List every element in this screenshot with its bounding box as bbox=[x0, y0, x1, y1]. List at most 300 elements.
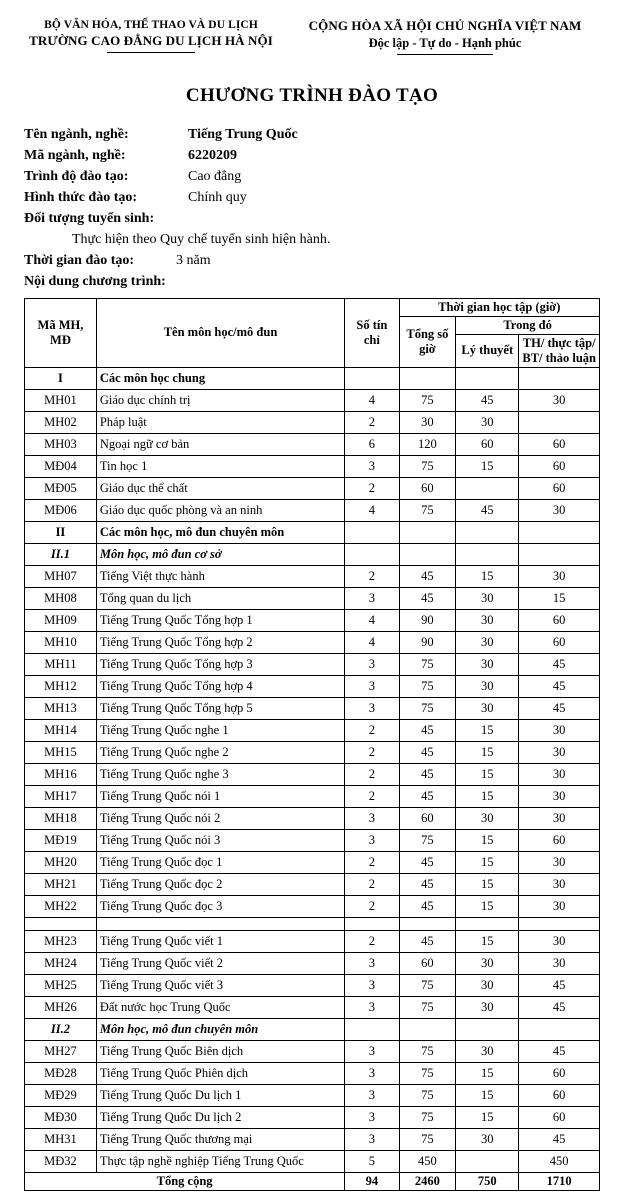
cell-credits: 2 bbox=[345, 930, 399, 952]
table-row bbox=[25, 587, 600, 609]
cell-theory: 15 bbox=[456, 851, 519, 873]
field-name-label: Tên ngành, nghề: bbox=[24, 126, 129, 142]
cell-total: 90 bbox=[399, 631, 456, 653]
cell-name: Tiếng Trung Quốc thương mại bbox=[96, 1128, 344, 1150]
cell-total: 75 bbox=[399, 675, 456, 697]
table-row bbox=[25, 543, 600, 565]
table-row bbox=[25, 389, 600, 411]
cell-practice: 30 bbox=[519, 895, 600, 917]
cell-name: Giáo dục thể chất bbox=[96, 477, 344, 499]
cell-name: Các môn học chung bbox=[96, 367, 344, 389]
cell-code: MH31 bbox=[25, 1128, 97, 1150]
cell-practice: 60 bbox=[519, 455, 600, 477]
cell-code: MH24 bbox=[25, 952, 97, 974]
cell-total: 30 bbox=[399, 411, 456, 433]
cell-practice: 45 bbox=[519, 1040, 600, 1062]
header-code: Mã MH, MĐ bbox=[25, 298, 97, 367]
cell-total: 75 bbox=[399, 653, 456, 675]
cell-practice: 60 bbox=[519, 433, 600, 455]
cell-theory: 15 bbox=[456, 741, 519, 763]
cell-theory: 15 bbox=[456, 785, 519, 807]
cell-practice bbox=[519, 367, 600, 389]
cell-total bbox=[399, 917, 456, 930]
cell-code: MĐ28 bbox=[25, 1062, 97, 1084]
cell-theory: 15 bbox=[456, 763, 519, 785]
cell-total: 75 bbox=[399, 1062, 456, 1084]
cell-credits: 2 bbox=[345, 741, 399, 763]
cell-name: Tiếng Trung Quốc nghe 2 bbox=[96, 741, 344, 763]
cell-total bbox=[399, 543, 456, 565]
cell-name: Tiếng Trung Quốc đọc 1 bbox=[96, 851, 344, 873]
cell-name: Tiếng Trung Quốc Tổng hợp 2 bbox=[96, 631, 344, 653]
cell-theory bbox=[456, 1018, 519, 1040]
cell-credits bbox=[345, 521, 399, 543]
meta-row-admission bbox=[24, 211, 600, 227]
cell-code: MH15 bbox=[25, 741, 97, 763]
cell-theory bbox=[456, 367, 519, 389]
field-code-value: 6220209 bbox=[188, 147, 237, 163]
cell-code: MH17 bbox=[25, 785, 97, 807]
cell-name bbox=[96, 917, 344, 930]
cell-practice: 45 bbox=[519, 996, 600, 1018]
program-table bbox=[24, 298, 600, 1191]
cell-practice: 60 bbox=[519, 1062, 600, 1084]
cell-code: MH13 bbox=[25, 697, 97, 719]
cell-code: MH16 bbox=[25, 763, 97, 785]
cell-credits: 4 bbox=[345, 499, 399, 521]
cell-practice: 30 bbox=[519, 785, 600, 807]
cell-practice: 45 bbox=[519, 974, 600, 996]
cell-name: Tiếng Trung Quốc Biên dịch bbox=[96, 1040, 344, 1062]
field-code-label: Mã ngành, nghề: bbox=[24, 147, 126, 163]
cell-credits: 3 bbox=[345, 653, 399, 675]
cell-code: MĐ04 bbox=[25, 455, 97, 477]
header-in-which: Trong đó bbox=[456, 316, 600, 334]
cell-credits: 2 bbox=[345, 873, 399, 895]
cell-credits: 3 bbox=[345, 1106, 399, 1128]
cell-code: II.2 bbox=[25, 1018, 97, 1040]
cell-theory bbox=[456, 521, 519, 543]
cell-credits: 4 bbox=[345, 631, 399, 653]
cell-practice: 30 bbox=[519, 389, 600, 411]
cell-theory: 30 bbox=[456, 996, 519, 1018]
cell-name: Tiếng Trung Quốc Tổng hợp 4 bbox=[96, 675, 344, 697]
cell-code: MĐ05 bbox=[25, 477, 97, 499]
admission-value: Thực hiện theo Quy chế tuyển sinh hiện hành. bbox=[72, 231, 331, 247]
cell-total: 45 bbox=[399, 851, 456, 873]
cell-name: Các môn học, mô đun chuyên môn bbox=[96, 521, 344, 543]
cell-credits: 6 bbox=[345, 433, 399, 455]
cell-credits: 2 bbox=[345, 565, 399, 587]
cell-name: Giáo dục chính trị bbox=[96, 389, 344, 411]
meta-row-code bbox=[24, 148, 600, 164]
meta-row-duration bbox=[24, 253, 600, 269]
table-row bbox=[25, 974, 600, 996]
duration-label: Thời gian đào tạo: bbox=[24, 252, 135, 268]
header-credits: Số tín chỉ bbox=[345, 298, 399, 367]
cell-code: II.1 bbox=[25, 543, 97, 565]
ministry-name: BỘ VĂN HÓA, THỂ THAO VÀ DU LỊCH bbox=[44, 19, 258, 31]
page-title: CHƯƠNG TRÌNH ĐÀO TẠO bbox=[185, 84, 439, 106]
header-total-hours: Tổng số giờ bbox=[399, 316, 456, 367]
cell-practice: 60 bbox=[519, 829, 600, 851]
cell-name: Tiếng Trung Quốc Du lịch 2 bbox=[96, 1106, 344, 1128]
cell-practice: 30 bbox=[519, 873, 600, 895]
cell-name: Tiếng Trung Quốc viết 2 bbox=[96, 952, 344, 974]
meta-row-content bbox=[24, 274, 600, 290]
table-row bbox=[25, 895, 600, 917]
cell-theory: 30 bbox=[456, 631, 519, 653]
cell-code: I bbox=[25, 367, 97, 389]
cell-credits: 3 bbox=[345, 455, 399, 477]
table-row bbox=[25, 477, 600, 499]
cell-code: MĐ29 bbox=[25, 1084, 97, 1106]
table-row bbox=[25, 917, 600, 930]
cell-credits: 2 bbox=[345, 785, 399, 807]
national-motto: Độc lập - Tự do - Hạnh phúc bbox=[368, 35, 522, 50]
cell-theory: 30 bbox=[456, 587, 519, 609]
cell-credits bbox=[345, 543, 399, 565]
cell-practice bbox=[519, 917, 600, 930]
cell-practice: 30 bbox=[519, 741, 600, 763]
table-row bbox=[25, 609, 600, 631]
cell-name: Tiếng Trung Quốc Tổng hợp 3 bbox=[96, 653, 344, 675]
table-header bbox=[25, 298, 600, 367]
table-row bbox=[25, 1062, 600, 1084]
cell-code: MH27 bbox=[25, 1040, 97, 1062]
header-time-group: Thời gian học tập (giờ) bbox=[399, 298, 599, 316]
form-value: Chính quy bbox=[188, 189, 247, 205]
table-row bbox=[25, 653, 600, 675]
table-row bbox=[25, 829, 600, 851]
letterhead bbox=[24, 18, 600, 55]
cell-total: 45 bbox=[399, 741, 456, 763]
cell-total: 75 bbox=[399, 974, 456, 996]
cell-theory bbox=[456, 477, 519, 499]
cell-name: Tổng quan du lịch bbox=[96, 587, 344, 609]
cell-theory bbox=[456, 917, 519, 930]
cell-credits: 4 bbox=[345, 609, 399, 631]
cell-name: Tiếng Trung Quốc nói 1 bbox=[96, 785, 344, 807]
cell-credits: 3 bbox=[345, 952, 399, 974]
table-row bbox=[25, 1040, 600, 1062]
cell-code: MĐ32 bbox=[25, 1150, 97, 1172]
cell-name: Tiếng Trung Quốc nói 2 bbox=[96, 807, 344, 829]
cell-name: Đất nước học Trung Quốc bbox=[96, 996, 344, 1018]
cell-practice: 60 bbox=[519, 609, 600, 631]
cell-practice: 30 bbox=[519, 499, 600, 521]
cell-name: Tiếng Trung Quốc nói 3 bbox=[96, 829, 344, 851]
cell-code: MH08 bbox=[25, 587, 97, 609]
cell-practice: 60 bbox=[519, 477, 600, 499]
cell-name: Tin học 1 bbox=[96, 455, 344, 477]
cell-code: MH22 bbox=[25, 895, 97, 917]
cell-theory: 30 bbox=[456, 807, 519, 829]
table-row bbox=[25, 367, 600, 389]
meta-row-form bbox=[24, 190, 600, 206]
cell-credits: 3 bbox=[345, 1040, 399, 1062]
cell-practice: 60 bbox=[519, 1106, 600, 1128]
cell-practice bbox=[519, 543, 600, 565]
table-row bbox=[25, 873, 600, 895]
header-name: Tên môn học/mô đun bbox=[96, 298, 344, 367]
meta-row-field-name bbox=[24, 127, 600, 143]
cell-total: 45 bbox=[399, 785, 456, 807]
field-name-value: Tiếng Trung Quốc bbox=[188, 126, 298, 142]
table-row bbox=[25, 675, 600, 697]
cell-code: MH09 bbox=[25, 609, 97, 631]
cell-code: MĐ19 bbox=[25, 829, 97, 851]
cell-practice: 45 bbox=[519, 697, 600, 719]
cell-credits bbox=[345, 1018, 399, 1040]
cell-practice: 30 bbox=[519, 763, 600, 785]
cell-total: 75 bbox=[399, 996, 456, 1018]
cell-credits: 3 bbox=[345, 697, 399, 719]
cell-theory: 15 bbox=[456, 1062, 519, 1084]
cell-theory bbox=[456, 1150, 519, 1172]
cell-theory: 750 bbox=[456, 1172, 519, 1190]
cell-code: MĐ06 bbox=[25, 499, 97, 521]
content-label: Nội dung chương trình: bbox=[24, 273, 166, 289]
cell-credits: 3 bbox=[345, 1062, 399, 1084]
table-row bbox=[25, 1172, 600, 1190]
cell-theory: 15 bbox=[456, 1106, 519, 1128]
cell-code bbox=[25, 917, 97, 930]
table-row bbox=[25, 741, 600, 763]
cell-name: Tiếng Trung Quốc viết 3 bbox=[96, 974, 344, 996]
table-row bbox=[25, 719, 600, 741]
cell-code: MH11 bbox=[25, 653, 97, 675]
cell-name: Thực tập nghề nghiệp Tiếng Trung Quốc bbox=[96, 1150, 344, 1172]
cell-name: Tiếng Trung Quốc đọc 2 bbox=[96, 873, 344, 895]
table-row bbox=[25, 1150, 600, 1172]
cell-name: Pháp luật bbox=[96, 411, 344, 433]
cell-practice: 450 bbox=[519, 1150, 600, 1172]
table-row bbox=[25, 565, 600, 587]
duration-value: 3 năm bbox=[176, 252, 211, 268]
cell-code: MH18 bbox=[25, 807, 97, 829]
cell-credits: 3 bbox=[345, 996, 399, 1018]
cell-practice: 30 bbox=[519, 565, 600, 587]
table-row bbox=[25, 1128, 600, 1150]
table-row bbox=[25, 455, 600, 477]
cell-practice: 30 bbox=[519, 719, 600, 741]
cell-theory: 30 bbox=[456, 1128, 519, 1150]
cell-credits: 3 bbox=[345, 587, 399, 609]
cell-total: 45 bbox=[399, 930, 456, 952]
cell-theory: 30 bbox=[456, 411, 519, 433]
table-row bbox=[25, 807, 600, 829]
cell-practice: 60 bbox=[519, 1084, 600, 1106]
cell-code: MH21 bbox=[25, 873, 97, 895]
cell-name: Tiếng Trung Quốc đọc 3 bbox=[96, 895, 344, 917]
cell-theory: 60 bbox=[456, 433, 519, 455]
cell-total: 75 bbox=[399, 455, 456, 477]
cell-credits: 3 bbox=[345, 829, 399, 851]
cell-total: 90 bbox=[399, 609, 456, 631]
cell-total: 45 bbox=[399, 587, 456, 609]
cell-total: 60 bbox=[399, 477, 456, 499]
cell-code: MH07 bbox=[25, 565, 97, 587]
cell-practice bbox=[519, 1018, 600, 1040]
cell-total: 75 bbox=[399, 829, 456, 851]
program-metadata bbox=[24, 127, 600, 290]
cell-theory: 30 bbox=[456, 974, 519, 996]
school-name: TRƯỜNG CAO ĐẲNG DU LỊCH HÀ NỘI bbox=[29, 32, 273, 48]
cell-name: Ngoại ngữ cơ bản bbox=[96, 433, 344, 455]
cell-practice: 30 bbox=[519, 807, 600, 829]
cell-total: 75 bbox=[399, 1106, 456, 1128]
cell-total: 45 bbox=[399, 565, 456, 587]
cell-practice: 45 bbox=[519, 1128, 600, 1150]
table-row bbox=[25, 697, 600, 719]
cell-credits: 3 bbox=[345, 1084, 399, 1106]
cell-credits: 3 bbox=[345, 1128, 399, 1150]
cell-practice: 60 bbox=[519, 631, 600, 653]
table-row bbox=[25, 1084, 600, 1106]
cell-total bbox=[399, 1018, 456, 1040]
cell-credits: 2 bbox=[345, 411, 399, 433]
table-row bbox=[25, 996, 600, 1018]
cell-code: MH25 bbox=[25, 974, 97, 996]
cell-credits: 3 bbox=[345, 974, 399, 996]
cell-code: MH10 bbox=[25, 631, 97, 653]
cell-theory: 45 bbox=[456, 389, 519, 411]
table-row bbox=[25, 1106, 600, 1128]
meta-row-level bbox=[24, 169, 600, 185]
admission-label: Đối tượng tuyển sinh: bbox=[24, 210, 155, 226]
cell-theory: 15 bbox=[456, 719, 519, 741]
cell-theory: 30 bbox=[456, 952, 519, 974]
cell-total bbox=[399, 367, 456, 389]
form-label: Hình thức đào tạo: bbox=[24, 189, 138, 205]
cell-name: Tiếng Trung Quốc Tổng hợp 5 bbox=[96, 697, 344, 719]
cell-theory: 15 bbox=[456, 895, 519, 917]
cell-code: MH20 bbox=[25, 851, 97, 873]
cell-code: MH03 bbox=[25, 433, 97, 455]
cell-code: MH02 bbox=[25, 411, 97, 433]
table-row bbox=[25, 499, 600, 521]
cell-credits: 2 bbox=[345, 895, 399, 917]
cell-credits bbox=[345, 367, 399, 389]
cell-theory: 15 bbox=[456, 1084, 519, 1106]
cell-total: 60 bbox=[399, 952, 456, 974]
cell-theory: 30 bbox=[456, 697, 519, 719]
level-value: Cao đẳng bbox=[188, 168, 242, 184]
cell-theory: 30 bbox=[456, 675, 519, 697]
header-practice: TH/ thực tập/ BT/ thảo luận bbox=[519, 334, 600, 367]
cell-code: MH23 bbox=[25, 930, 97, 952]
cell-practice: 30 bbox=[519, 930, 600, 952]
table-row bbox=[25, 930, 600, 952]
letterhead-right bbox=[290, 18, 600, 55]
table-body bbox=[25, 367, 600, 1190]
cell-total: 75 bbox=[399, 1040, 456, 1062]
cell-code: MĐ30 bbox=[25, 1106, 97, 1128]
cell-code: II bbox=[25, 521, 97, 543]
cell-theory: 15 bbox=[456, 455, 519, 477]
cell-name: Tiếng Trung Quốc Tổng hợp 1 bbox=[96, 609, 344, 631]
cell-practice: 15 bbox=[519, 587, 600, 609]
cell-total: 45 bbox=[399, 873, 456, 895]
cell-total: 75 bbox=[399, 1084, 456, 1106]
cell-theory: 15 bbox=[456, 873, 519, 895]
table-row bbox=[25, 433, 600, 455]
table-row bbox=[25, 763, 600, 785]
cell-name: Giáo dục quốc phòng và an ninh bbox=[96, 499, 344, 521]
cell-credits: 2 bbox=[345, 477, 399, 499]
cell-total: 60 bbox=[399, 807, 456, 829]
cell-practice: 45 bbox=[519, 653, 600, 675]
cell-name: Tiếng Trung Quốc Phiên dịch bbox=[96, 1062, 344, 1084]
cell-name: Tổng cộng bbox=[25, 1172, 345, 1190]
cell-theory: 30 bbox=[456, 653, 519, 675]
letterhead-right-rule bbox=[397, 54, 493, 55]
table-row bbox=[25, 631, 600, 653]
cell-total: 75 bbox=[399, 1128, 456, 1150]
header-theory: Lý thuyết bbox=[456, 334, 519, 367]
cell-total: 2460 bbox=[399, 1172, 456, 1190]
cell-name: Tiếng Trung Quốc Du lịch 1 bbox=[96, 1084, 344, 1106]
cell-code: MH01 bbox=[25, 389, 97, 411]
cell-practice: 30 bbox=[519, 851, 600, 873]
cell-total: 45 bbox=[399, 895, 456, 917]
letterhead-left bbox=[24, 18, 278, 53]
cell-credits: 94 bbox=[345, 1172, 399, 1190]
cell-code: MH26 bbox=[25, 996, 97, 1018]
cell-name: Tiếng Trung Quốc nghe 3 bbox=[96, 763, 344, 785]
cell-credits: 2 bbox=[345, 763, 399, 785]
cell-total bbox=[399, 521, 456, 543]
table-row bbox=[25, 952, 600, 974]
cell-total: 450 bbox=[399, 1150, 456, 1172]
cell-credits: 5 bbox=[345, 1150, 399, 1172]
cell-theory: 45 bbox=[456, 499, 519, 521]
cell-credits: 3 bbox=[345, 807, 399, 829]
country-name: CỘNG HÒA XÃ HỘI CHỦ NGHĨA VIỆT NAM bbox=[308, 18, 582, 33]
cell-practice: 1710 bbox=[519, 1172, 600, 1190]
cell-practice: 45 bbox=[519, 675, 600, 697]
cell-total: 75 bbox=[399, 697, 456, 719]
table-row bbox=[25, 851, 600, 873]
cell-credits bbox=[345, 917, 399, 930]
cell-total: 120 bbox=[399, 433, 456, 455]
cell-total: 75 bbox=[399, 389, 456, 411]
level-label: Trình độ đào tạo: bbox=[24, 168, 129, 184]
table-row bbox=[25, 1018, 600, 1040]
cell-total: 75 bbox=[399, 499, 456, 521]
cell-theory: 15 bbox=[456, 565, 519, 587]
letterhead-left-rule bbox=[107, 52, 195, 53]
cell-theory: 30 bbox=[456, 609, 519, 631]
cell-credits: 4 bbox=[345, 389, 399, 411]
table-row bbox=[25, 521, 600, 543]
cell-theory bbox=[456, 543, 519, 565]
cell-practice bbox=[519, 411, 600, 433]
cell-code: MH14 bbox=[25, 719, 97, 741]
cell-theory: 15 bbox=[456, 930, 519, 952]
cell-credits: 2 bbox=[345, 719, 399, 741]
cell-total: 45 bbox=[399, 719, 456, 741]
cell-name: Tiếng Trung Quốc nghe 1 bbox=[96, 719, 344, 741]
cell-credits: 2 bbox=[345, 851, 399, 873]
table-row bbox=[25, 785, 600, 807]
cell-name: Môn học, mô đun chuyên môn bbox=[96, 1018, 344, 1040]
cell-name: Tiếng Việt thực hành bbox=[96, 565, 344, 587]
cell-name: Môn học, mô đun cơ sở bbox=[96, 543, 344, 565]
table-row bbox=[25, 411, 600, 433]
cell-name: Tiếng Trung Quốc viết 1 bbox=[96, 930, 344, 952]
